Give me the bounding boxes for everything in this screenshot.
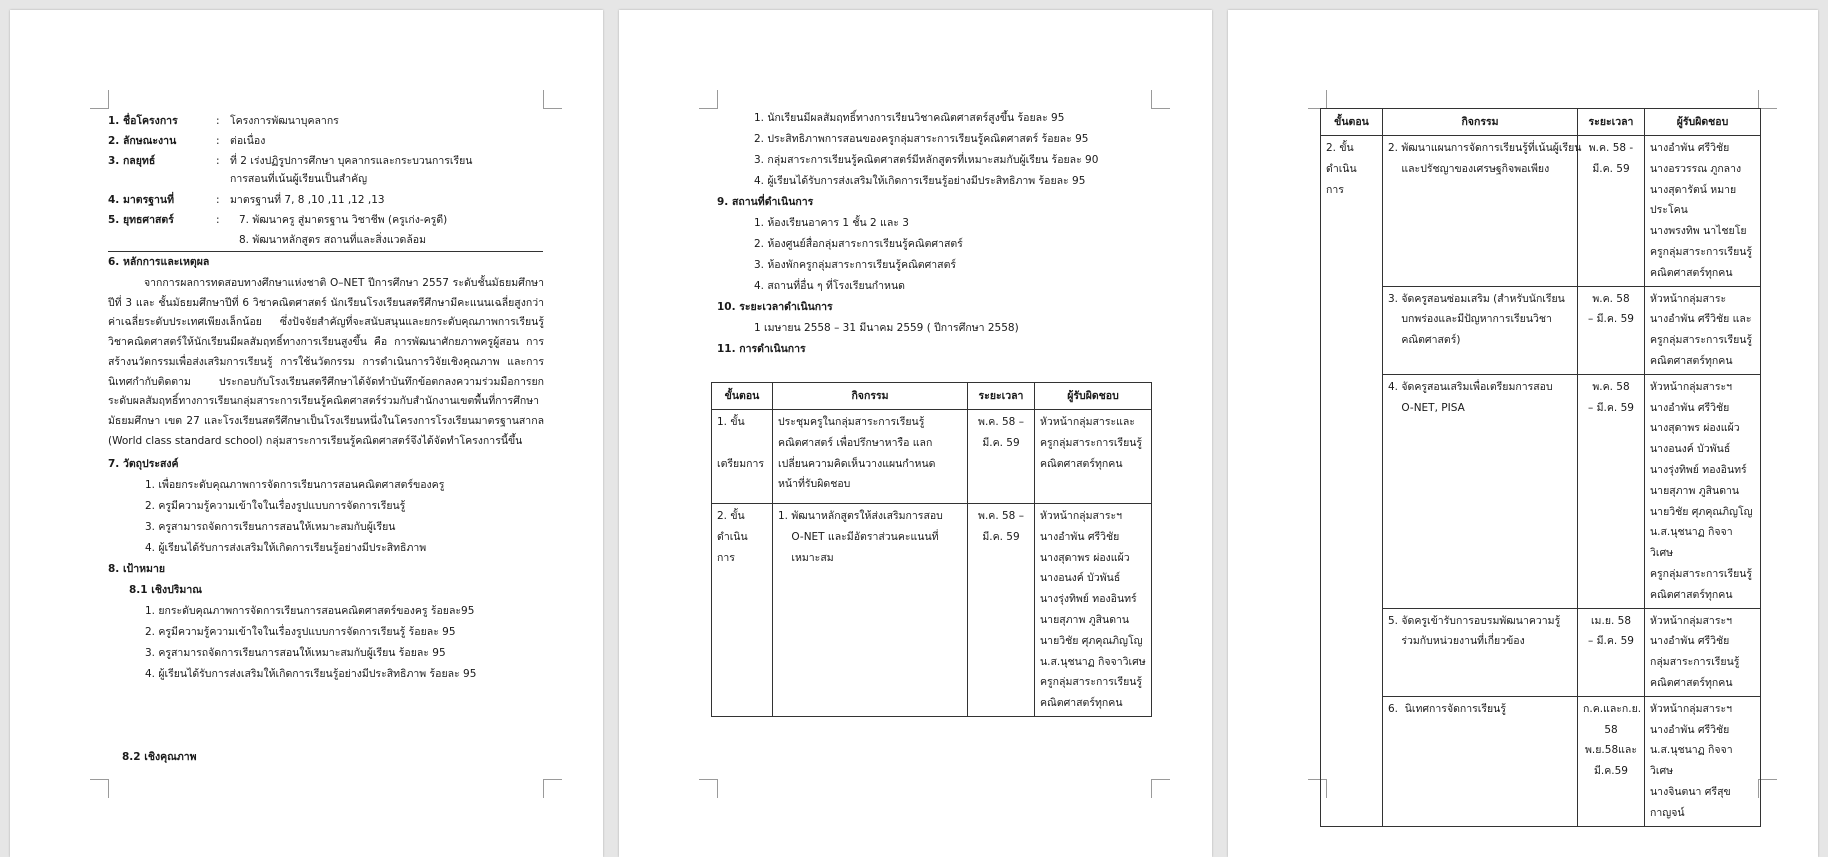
table-row — [1321, 696, 1761, 826]
column-header: ระยะเวลา — [968, 383, 1035, 410]
period-cell: พ.ค. 58 – มี.ค. 59 — [968, 410, 1035, 504]
list-item: 2. ประสิทธิภาพการสอนของครูกลุ่มสาระการเรียนรู้คณิตศาสตร์ ร้อยละ 95 — [754, 133, 1089, 145]
section-6-paragraph: จากการผลการทดสอบทางศึกษาแห่งชาติ O–NET ปีการศึกษา 2557 ระดับชั้นมัธยมศึกษาปีที่ 3 และ ชั้นมัธยมศึกษาปีที่ 6 วิชาคณิตศาสตร์ นักเรียนโรงเรียนสตรีศึกษามีคะแนนเฉลี่ยสูงกว่าค่าเฉลี่ยระดับประเทศเพียงเล็กน้อย ซึ่งปัจจัยสำคัญที่จะสนับสนุนและยกระดับคุณภาพการเรียนรู้วิชาคณิตศาสตร์ให้นักเรียนมีผลสัมฤทธิ์ทางการเรียนสูงขึ้น คือ การพัฒนาศักยภาพครูผู้สอน การสร้างนวัตกรรมเพื่อส่งเสริมการเรียนรู้ การใช้นวัตกรรม การดำเนินการวิจัยเชิงคุณภาพ และการนิเทศกำกับติดตาม ประกอบกับโรงเรียนสตรีศึกษาได้จัดทำบันทึกข้อตกลงความร่วมมือการยกระดับผลสัมฤทธิ์ทางการเรียนกลุ่มสาระการเรียนรู้คณิตศาสตร์ร่วมกับสำนักงานเขตพื้นที่การศึกษามัธยมศึกษา เขต 27 และโรงเรียนสตรีศึกษาเป็นโรงเรียนหนึ่งในโครงการโรงเรียนมาตรฐานสากล (World class standard school) กลุ่มสาระการเรียนรู้คณิตศาสตร์จึงได้จัดทำโครงการนี้ขึ้น — [108, 277, 544, 447]
list-item: 4. ผู้เรียนได้รับการส่งเสริมให้เกิดการเรียนรู้อย่างมีประสิทธิภาพ ร้อยละ 95 — [754, 175, 1086, 187]
field-label: 1. ชื่อโครงการ — [108, 115, 178, 127]
list-item: 3. ห้องพักครูกลุ่มสาระการเรียนรู้คณิตศาสตร์ — [754, 259, 957, 271]
colon: : — [216, 194, 220, 206]
colon: : — [216, 155, 220, 167]
field-label: 2. ลักษณะงาน — [108, 135, 177, 147]
section-8-title: 8. เป้าหมาย — [108, 563, 165, 575]
period-cell: เม.ย. 58 – มี.ค. 59 — [1578, 608, 1645, 696]
list-item: 1. เพื่อยกระดับคุณภาพการจัดการเรียนการสอนคณิตศาสตร์ของครู — [145, 479, 445, 491]
crop-mark — [90, 779, 109, 798]
activity-cell: 6. นิเทศการจัดการเรียนรู้ — [1383, 696, 1578, 826]
section-11-title: 11. การดำเนินการ — [717, 343, 806, 355]
table-header-row — [712, 383, 1152, 410]
crop-mark — [1758, 90, 1777, 109]
activity-cell: 2. พัฒนาแผนการจัดการเรียนรู้ที่เน้นผู้เรียน และปรัชญาของเศรษฐกิจพอเพียง — [1383, 136, 1578, 287]
activity-cell: 3. จัดครูสอนซ่อมเสริม (สำหรับนักเรียน บกพร่องและมีปัญหาการเรียนวิชา คณิตศาสตร์) — [1383, 286, 1578, 374]
column-header: ผู้รับผิดชอบ — [1035, 383, 1152, 410]
owner-cell: หัวหน้ากลุ่มสาระ นางอำพัน ศรีวิชัย และ ครูกลุ่มสาระการเรียนรู้ คณิตศาสตร์ทุกคน — [1645, 286, 1761, 374]
crop-mark — [1151, 779, 1170, 798]
field-label: 5. ยุทธศาสตร์ — [108, 214, 174, 226]
table-row — [1321, 608, 1761, 696]
table-row — [1321, 136, 1761, 287]
list-item: 3. ครูสามารถจัดการเรียนการสอนให้เหมาะสมกับผู้เรียน — [145, 521, 396, 533]
list-item: 2. ห้องศูนย์สื่อกลุ่มสาระการเรียนรู้คณิตศาสตร์ — [754, 238, 963, 250]
document-page-3 — [1228, 10, 1818, 857]
owner-cell: หัวหน้ากลุ่มสาระฯ นางอำพัน ศรีวิชัย นางสุดาพร ผ่องแผ้ว นางอนงค์ บัวพันธ์ นางรุ่งทิพย์ ทองอินทร์ นายสุภาพ ภูสินดาน นายวิชัย ศุภคุณภิญโญ น.ส.นุชนาฏ กิจจาวิเศษ ครูกลุ่มสาระการเรียนรู้ คณิตศาสตร์ทุกคน — [1035, 504, 1152, 717]
period-cell: พ.ค. 58 - มี.ค. 59 — [1578, 136, 1645, 287]
crop-mark — [1151, 90, 1170, 109]
duration-value: 1 เมษายน 2558 – 31 มีนาคม 2559 ( ปีการศึกษา 2558) — [754, 322, 1019, 334]
crop-mark — [543, 779, 562, 798]
list-item: 4. ผู้เรียนได้รับการส่งเสริมให้เกิดการเรียนรู้อย่างมีประสิทธิภาพ ร้อยละ 95 — [145, 668, 477, 680]
list-item: 1. ยกระดับคุณภาพการจัดการเรียนการสอนคณิตศาสตร์ของครู ร้อยละ95 — [145, 605, 475, 617]
document-page-1 — [10, 10, 603, 857]
list-item: 2. ครูมีความรู้ความเข้าใจในเรื่องรูปแบบการจัดการเรียนรู้ — [145, 500, 406, 512]
crop-mark — [543, 90, 562, 109]
table-row — [1321, 286, 1761, 374]
section-8-2-title: 8.2 เชิงคุณภาพ — [122, 751, 197, 763]
crop-mark — [1308, 90, 1327, 109]
operations-table — [711, 382, 1152, 717]
column-header: กิจกรรม — [1383, 109, 1578, 136]
section-6-title: 6. หลักการและเหตุผล — [108, 256, 210, 268]
section-7-title: 7. วัตถุประสงค์ — [108, 458, 179, 470]
owner-cell: หัวหน้ากลุ่มสาระฯ นางอำพัน ศรีวิชัย น.ส.นุชนาฏ กิจจาวิเศษ นางจินตนา ศรีสุข กาญจน์ — [1645, 696, 1761, 826]
activity-cell: ประชุมครูในกลุ่มสาระการเรียนรู้คณิตศาสตร์ เพื่อปรึกษาหารือ แลกเปลี่ยนความคิดเห็นวางแผนกำหนดหน้าที่รับผิดชอบ — [773, 410, 968, 504]
activity-cell: 4. จัดครูสอนเสริมเพื่อเตรียมการสอบ O-NET, PISA — [1383, 374, 1578, 608]
crop-mark — [699, 779, 718, 798]
column-header: ผู้รับผิดชอบ — [1645, 109, 1761, 136]
colon: : — [216, 135, 220, 147]
field-value: 7. พัฒนาครู สู่มาตรฐาน วิชาชีพ (ครูเก่ง-ครูดี) — [239, 214, 448, 226]
period-cell: พ.ค. 58 – มี.ค. 59 — [1578, 286, 1645, 374]
section-10-title: 10. ระยะเวลาดำเนินการ — [717, 301, 833, 313]
column-header: ระยะเวลา — [1578, 109, 1645, 136]
column-header: ขั้นตอน — [1321, 109, 1383, 136]
operations-table-continued — [1320, 108, 1761, 827]
field-value: ที่ 2 เร่งปฏิรูปการศึกษา บุคลากรและกระบวนการเรียน — [230, 155, 473, 167]
section-8-1-title: 8.1 เชิงปริมาณ — [129, 584, 202, 596]
table-header-row — [1321, 109, 1761, 136]
list-item: 1. ห้องเรียนอาคาร 1 ชั้น 2 และ 3 — [754, 217, 909, 229]
owner-cell: หัวหน้ากลุ่มสาระฯ นางอำพัน ศรีวิชัย กลุ่มสาระการเรียนรู้ คณิตศาสตร์ทุกคน — [1645, 608, 1761, 696]
period-cell: พ.ค. 58 – มี.ค. 59 — [968, 504, 1035, 717]
step-cell: 2. ขั้น ดำเนิน การ — [712, 504, 773, 717]
period-cell: พ.ค. 58 – มี.ค. 59 — [1578, 374, 1645, 608]
field-value: โครงการพัฒนาบุคลากร — [230, 115, 339, 127]
colon: : — [216, 214, 220, 226]
table-row — [712, 410, 1152, 504]
list-item: 1. นักเรียนมีผลสัมฤทธิ์ทางการเรียนวิชาคณิตศาสตร์สูงขึ้น ร้อยละ 95 — [754, 112, 1065, 124]
field-value: ต่อเนื่อง — [230, 135, 266, 147]
field-label: 4. มาตรฐานที่ — [108, 194, 175, 206]
owner-cell: หัวหน้ากลุ่มสาระฯ นางอำพัน ศรีวิชัย นางสุดาพร ผ่องแผ้ว นางอนงค์ บัวพันธ์ นางรุ่งทิพย์ ทองอินทร์ นายสุภาพ ภูสินดาน นายวิชัย ศุภคุณภิญโญ น.ส.นุชนาฏ กิจจาวิเศษ ครูกลุ่มสาระการเรียนรู้ คณิตศาสตร์ทุกคน — [1645, 374, 1761, 608]
table-row — [1321, 374, 1761, 608]
table-row — [712, 504, 1152, 717]
owner-cell: นางอำพัน ศรีวิชัย นางอรวรรณ ภูกลาง นางสุดารัตน์ หมายประโคน นางพรงทิพ นาไชยโย ครูกลุ่มสาระการเรียนรู้ คณิตศาสตร์ทุกคน — [1645, 136, 1761, 287]
step-cell: 2. ขั้น ดำเนิน การ — [1321, 136, 1383, 827]
field-value: การสอนที่เน้นผู้เรียนเป็นสำคัญ — [230, 173, 368, 185]
owner-cell: หัวหน้ากลุ่มสาระและ ครูกลุ่มสาระการเรียนรู้ คณิตศาสตร์ทุกคน — [1035, 410, 1152, 504]
document-page-2 — [619, 10, 1212, 857]
crop-mark — [90, 90, 109, 109]
field-value: 8. พัฒนาหลักสูตร สถานที่และสิ่งแวดล้อม — [239, 234, 427, 246]
column-header: กิจกรรม — [773, 383, 968, 410]
section-9-title: 9. สถานที่ดำเนินการ — [717, 196, 814, 208]
activity-cell: 1. พัฒนาหลักสูตรให้ส่งเสริมการสอบ O-NET และมีอัตราส่วนคะแนนที่ เหมาะสม — [773, 504, 968, 717]
crop-mark — [699, 90, 718, 109]
list-item: 3. ครูสามารถจัดการเรียนการสอนให้เหมาะสมกับผู้เรียน ร้อยละ 95 — [145, 647, 446, 659]
list-item: 3. กลุ่มสาระการเรียนรู้คณิตศาสตร์มีหลักสูตรที่เหมาะสมกับผู้เรียน ร้อยละ 90 — [754, 154, 1099, 166]
step-cell: 1. ขั้น เตรียมการ — [712, 410, 773, 504]
column-header: ขั้นตอน — [712, 383, 773, 410]
list-item: 4. ผู้เรียนได้รับการส่งเสริมให้เกิดการเรียนรู้อย่างมีประสิทธิภาพ — [145, 542, 427, 554]
colon: : — [216, 115, 220, 127]
divider — [108, 251, 543, 252]
field-label: 3. กลยุทธ์ — [108, 155, 156, 167]
period-cell: ก.ค.และก.ย. 58 พ.ย.58และ มี.ค.59 — [1578, 696, 1645, 826]
list-item: 4. สถานที่อื่น ๆ ที่โรงเรียนกำหนด — [754, 280, 905, 292]
activity-cell: 5. จัดครูเข้ารับการอบรมพัฒนาความรู้ ร่วมกับหน่วยงานที่เกี่ยวข้อง — [1383, 608, 1578, 696]
list-item: 2. ครูมีความรู้ความเข้าใจในเรื่องรูปแบบการจัดการเรียนรู้ ร้อยละ 95 — [145, 626, 456, 638]
field-value: มาตรฐานที่ 7, 8 ,10 ,11 ,12 ,13 — [230, 194, 385, 206]
